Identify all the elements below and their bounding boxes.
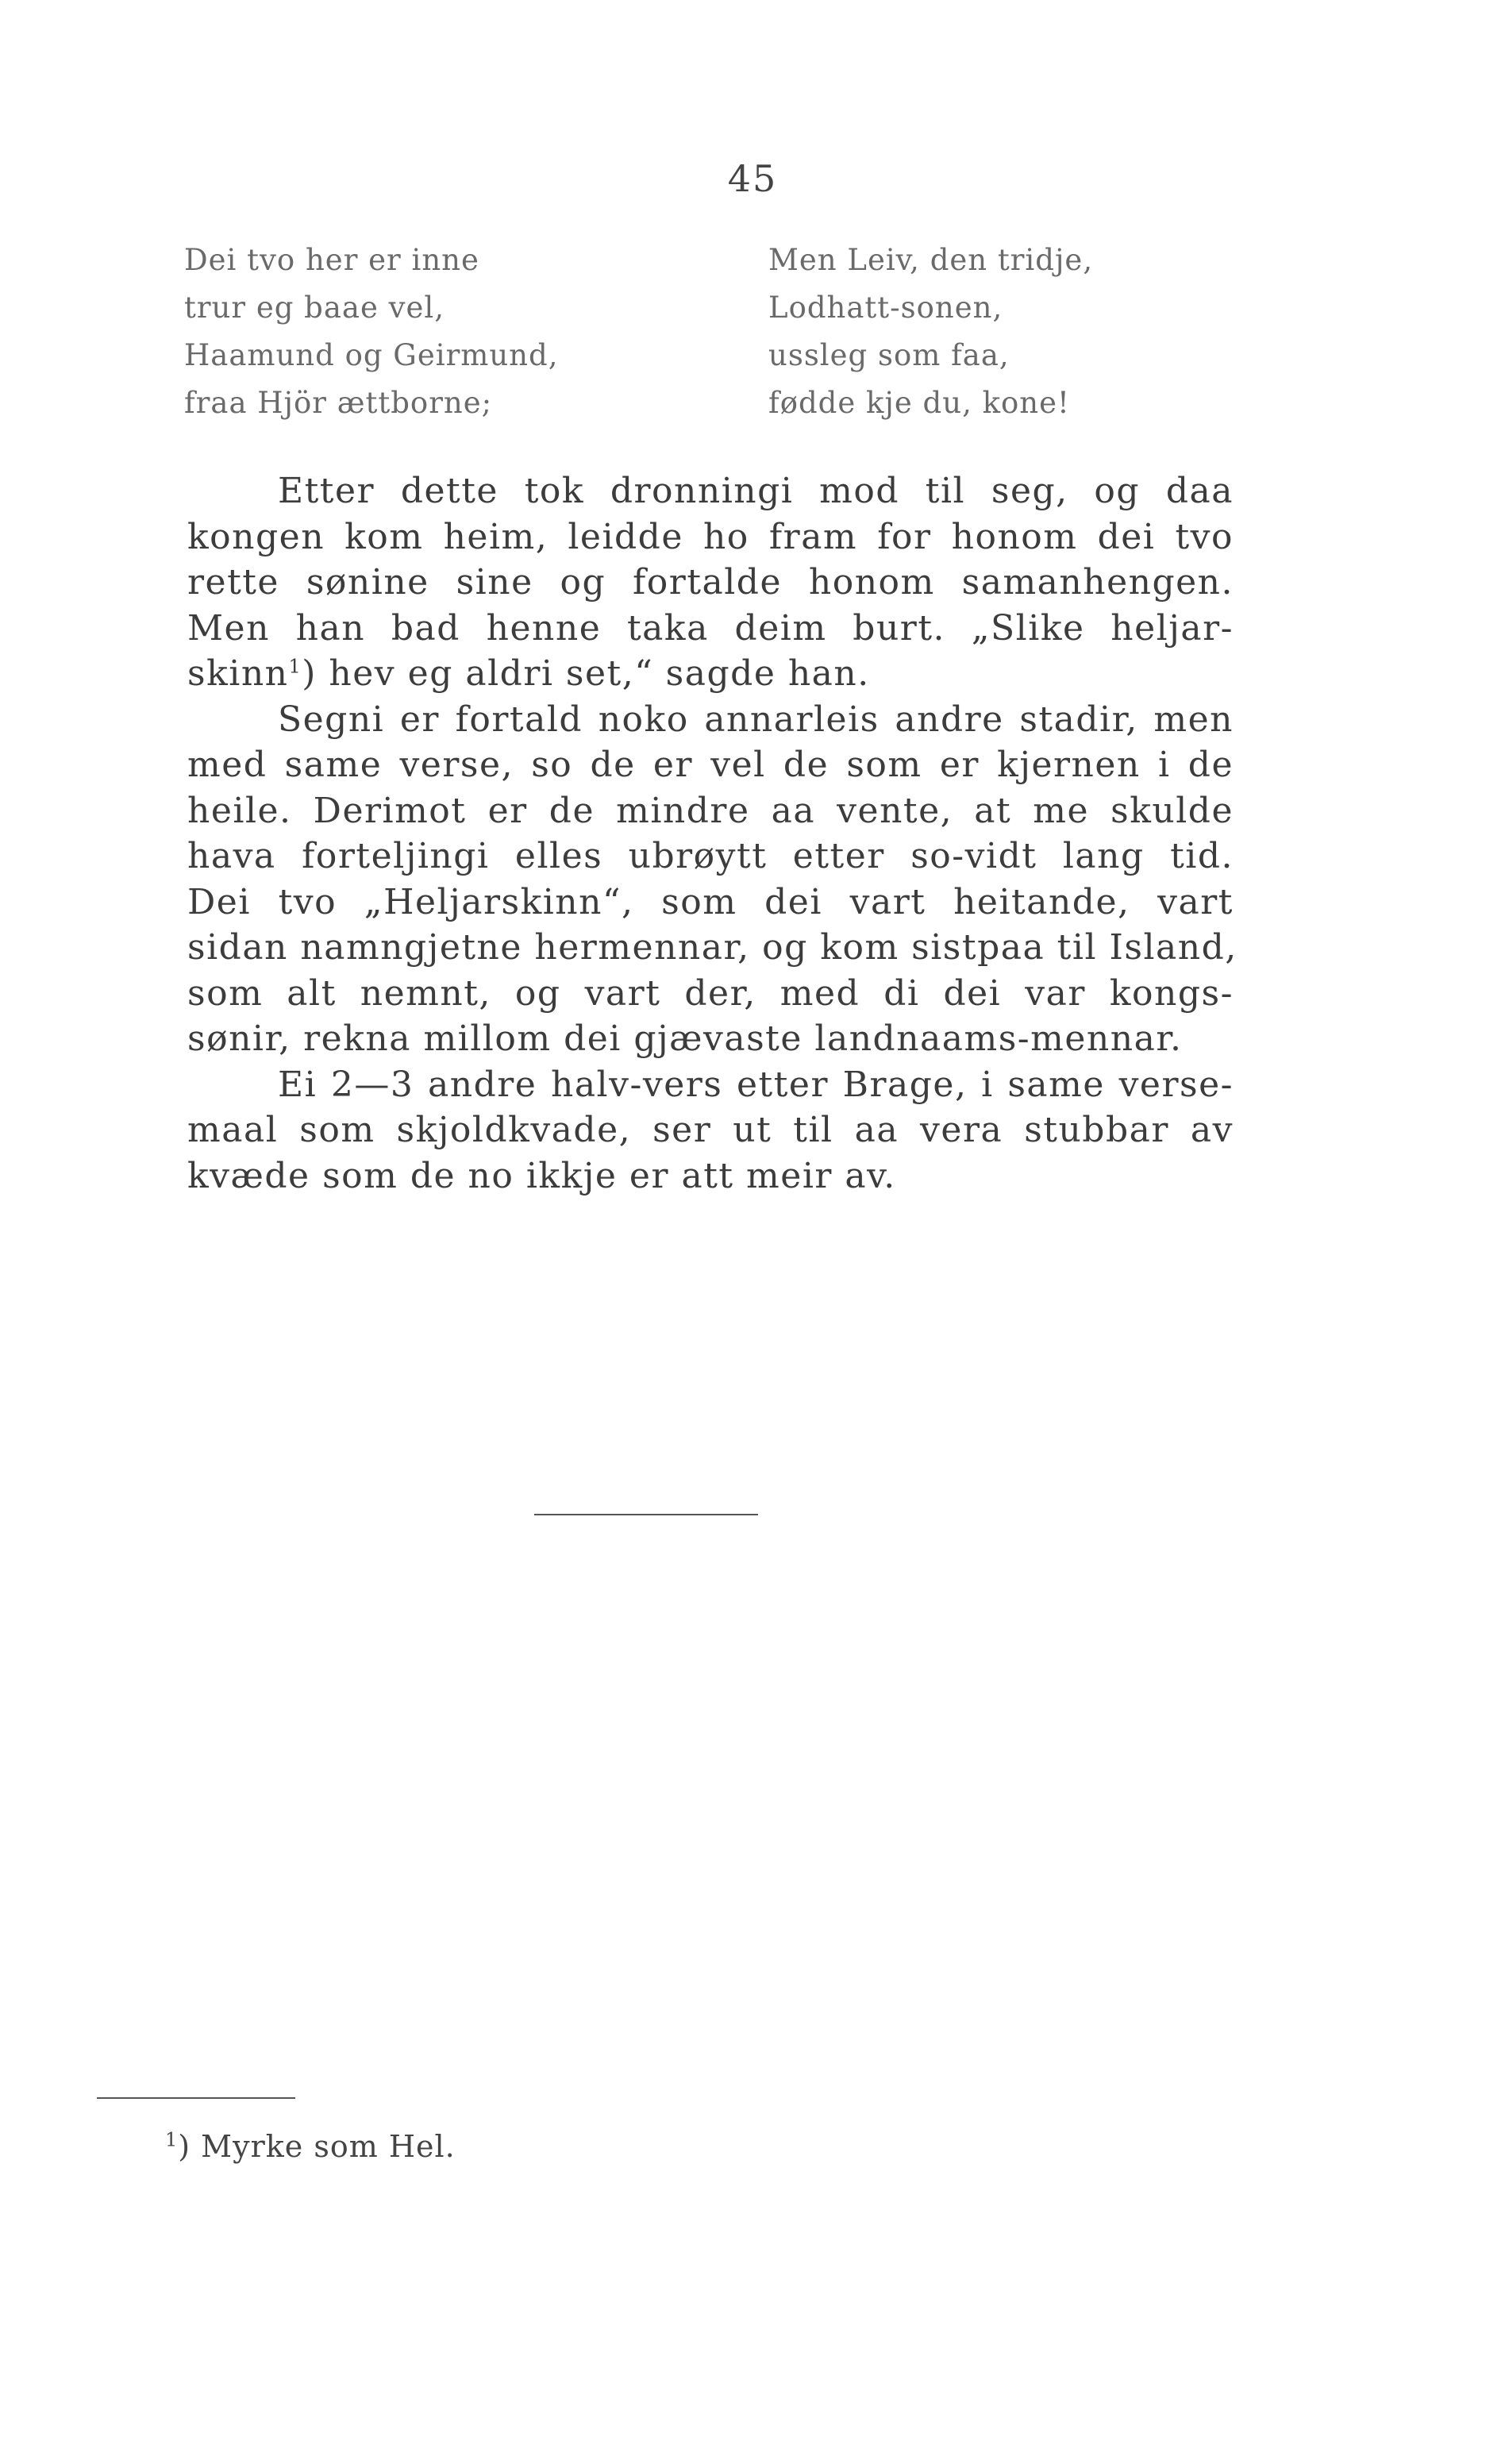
text-line: sidan namngjetne hermennar, og kom sistpaa til Island, (187, 927, 1237, 968)
footnote-rule (97, 2097, 295, 2099)
text-fragment: skinn (187, 653, 289, 694)
paragraph (97, 1062, 1234, 1199)
text-line: Etter dette tok dronningi mod til seg, og daa (278, 471, 1234, 511)
verse-stanza-left (184, 237, 629, 427)
verse-line: Men Leiv, den tridje, (768, 243, 1094, 277)
verse-line: trur eg baae vel, (184, 291, 445, 325)
text-line: heile. Derimot er de mindre aa vente, at me skulde (187, 790, 1234, 831)
text-line: Dei tvo „Heljarskinn“, som dei vart heitande, vart (187, 881, 1234, 922)
text-fragment: ) hev eg aldri set,“ sagde han. (302, 653, 870, 694)
verse-line: Lodhatt-sonen, (768, 291, 1003, 325)
verse-line: Haamund og Geirmund, (184, 338, 559, 372)
text-line: sønir, rekna millom dei gjævaste landnaams-mennar. (187, 1018, 1183, 1059)
text-line: Segni er fortald noko annarleis andre stadir, men (278, 699, 1234, 740)
verse-line: Dei tvo her er inne (184, 243, 479, 277)
text-line: Men han bad henne taka deim burt. „Slike heljar- (187, 607, 1234, 649)
paragraph (97, 697, 1237, 1062)
text-line: Ei 2—3 andre halv-vers etter Brage, i same verse- (278, 1064, 1234, 1105)
text-line: maal som skjoldkvade, ser ut til aa vera stubbar av (187, 1110, 1234, 1150)
body-text (97, 468, 1237, 1199)
verse-stanza-right (768, 237, 1213, 427)
paragraph (97, 468, 1234, 697)
text-line: rette sønine sine og fortalde honom samanhengen. (187, 562, 1234, 603)
verse-line: ussleg som faa, (768, 338, 1010, 372)
footnote-text: ) Myrke som Hel. (178, 2129, 456, 2164)
footnote (165, 2129, 456, 2164)
text-line: med same verse, so de er vel de som er kjernen i de (187, 745, 1234, 785)
text-line (97, 651, 1234, 697)
verse-line: fraa Hjör ættborne; (184, 386, 493, 420)
section-separator (534, 1514, 758, 1515)
text-line: hava forteljingi elles ubrøytt etter so-vidt lang tid. (187, 836, 1234, 876)
footnote-marker: 1 (165, 2128, 179, 2151)
text-line: kongen kom heim, leidde ho fram for honom dei tvo (187, 516, 1234, 557)
page-number: 45 (727, 157, 778, 200)
verse-line: fødde kje du, kone! (768, 386, 1070, 420)
text-line: kvæde som de no ikkje er att meir av. (187, 1155, 896, 1196)
text-line: som alt nemnt, og vart der, med di dei var kongs- (187, 972, 1234, 1014)
footnote-reference: 1 (288, 655, 302, 678)
